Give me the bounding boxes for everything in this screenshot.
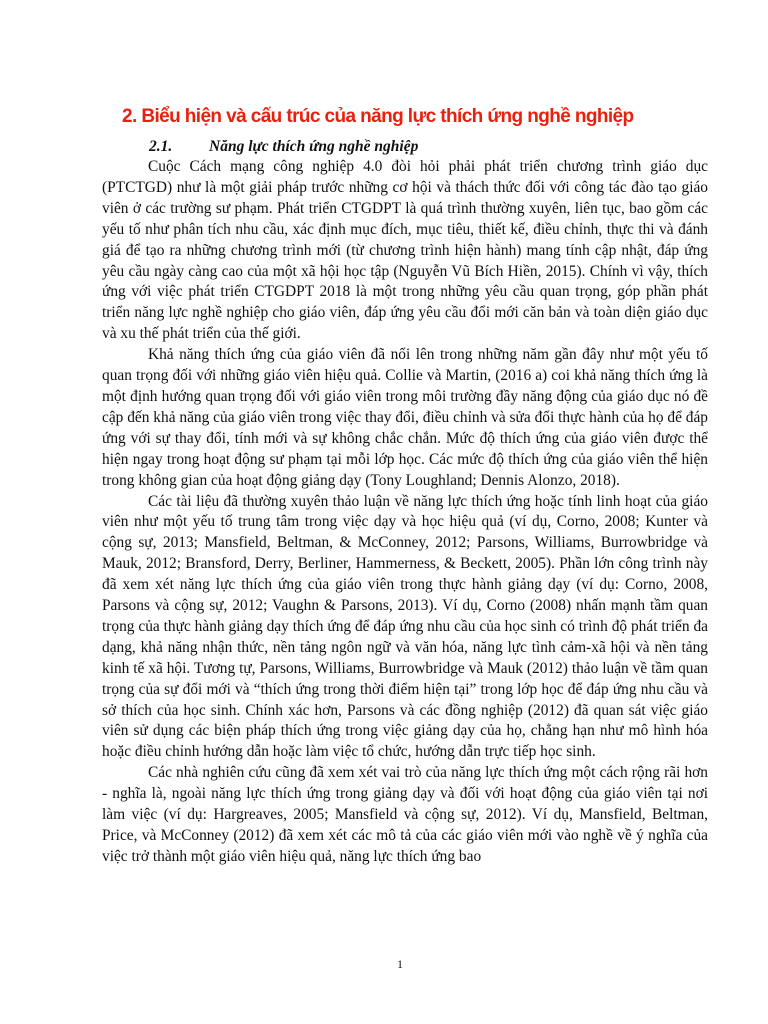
body-text [102, 157, 708, 868]
paragraph: Các tài liệu đã thường xuyên thảo luận về năng lực thích ứng hoặc tính linh hoạt của giáo viên như một yếu tố trung tâm trong việc dạy và học hiệu quả (ví dụ, Corno, 2008; Kunter và cộng sự, 2013; Mansfield, Beltman, & McConney, 2012; Parsons, Williams, Burrowbridge và Mauk, 2012; Bransford, Derry, Berliner, Hammerness, & Beckett, 2005). Phần lớn công trình này đã xem xét năng lực thích ứng của giáo viên trong thực hành giảng dạy (ví dụ: Corno, 2008, Parsons và cộng sự, 2012; Vaughn & Parsons, 2013). Ví dụ, Corno (2008) nhấn mạnh tầm quan trọng của thực hành giảng dạy thích ứng để đáp ứng nhu cầu của học sinh có trình độ phát triển đa dạng, khả năng nhận thức, nền tảng ngôn ngữ và văn hóa, năng lực tình cảm-xã hội và nền tảng kinh tế xã hội. Tương tự, Parsons, Williams, Burrowbridge và Mauk (2012) thảo luận về tầm quan trọng của sự đổi mới và “thích ứng trong thời điểm hiện tại” trong lớp học để đáp ứng nhu cầu và sở thích của học sinh. Chính xác hơn, Parsons và các đồng nghiệp (2012) đã quan sát việc giáo viên sử dụng các biện pháp thích ứng trong việc giảng dạy của họ, chẳng hạn như mô hình hóa hoặc điều chỉnh hướng dẫn hoặc làm việc tổ chức, hướng dẫn trực tiếp học sinh. [102, 492, 708, 761]
subsection-title: Năng lực thích ứng nghề nghiệp [209, 138, 419, 155]
paragraph: Các nhà nghiên cứu cũng đã xem xét vai trò của năng lực thích ứng một cách rộng rãi hơn - nghĩa là, ngoài năng lực thích ứng trong giảng dạy và đối với hoạt động của giáo viên tại nơi làm việc (ví dụ: Hargreaves, 2005; Mansfield và cộng sự, 2012). Ví dụ, Mansfield, Beltman, Price, và McConney (2012) đã xem xét các mô tả của các giáo viên mới vào nghề về ý nghĩa của việc trở thành một giáo viên hiệu quả, năng lực thích ứng bao [102, 764, 708, 865]
paragraph: Khả năng thích ứng của giáo viên đã nổi lên trong những năm gần đây như một yếu tố quan trọng đối với những giáo viên hiệu quả. Collie và Martin, (2016 a) coi khả năng thích ứng là một định hướng quan trọng đối với giáo viên trong môi trường đầy năng động của giáo dục nó đề cập đến khả năng của giáo viên trong việc thay đổi, điều chỉnh và sửa đổi thực hành của họ để đáp ứng với sự thay đổi, tính mới và sự không chắc chắn. Mức độ thích ứng của giáo viên được thể hiện ngay trong hoạt động sư phạm tại mỗi lớp học. Các mức độ thích ứng của giáo viên thể hiện trong không gian của hoạt động giảng dạy (Tony Loughland; Dennis Alonzo, 2018). [102, 346, 708, 489]
subsection-heading [149, 138, 418, 156]
section-heading: 2. Biểu hiện và cấu trúc của năng lực thích ứng nghề nghiệp [122, 106, 634, 127]
paragraph: Cuộc Cách mạng công nghiệp 4.0 đòi hỏi phải phát triển chương trình giáo dục (PTCTGD) như là một giải pháp trước những cơ hội và thách thức đối với công tác đào tạo giáo viên ở các trường sư phạm. Phát triển CTGDPT là quá trình thường xuyên, liên tục, bao gồm các yếu tố như phân tích nhu cầu, xác định mục đích, mục tiêu, thiết kế, điều chỉnh, thực thi và đánh giá để tạo ra những chương trình mới (từ chương trình hiện hành) mang tính cập nhật, đáp ứng yêu cầu ngày càng cao của một xã hội học tập (Nguyễn Vũ Bích Hiền, 2015). Chính vì vậy, thích ứng với việc phát triển CTGDPT 2018 là một trong những yêu cầu quan trọng, góp phần phát triển năng lực nghề nghiệp cho giáo viên, đáp ứng yêu cầu đổi mới căn bản và toàn diện giáo dục và xu thế phát triển của thế giới. [102, 158, 708, 343]
subsection-number: 2.1. [149, 138, 173, 155]
page-number: 1 [397, 957, 403, 971]
